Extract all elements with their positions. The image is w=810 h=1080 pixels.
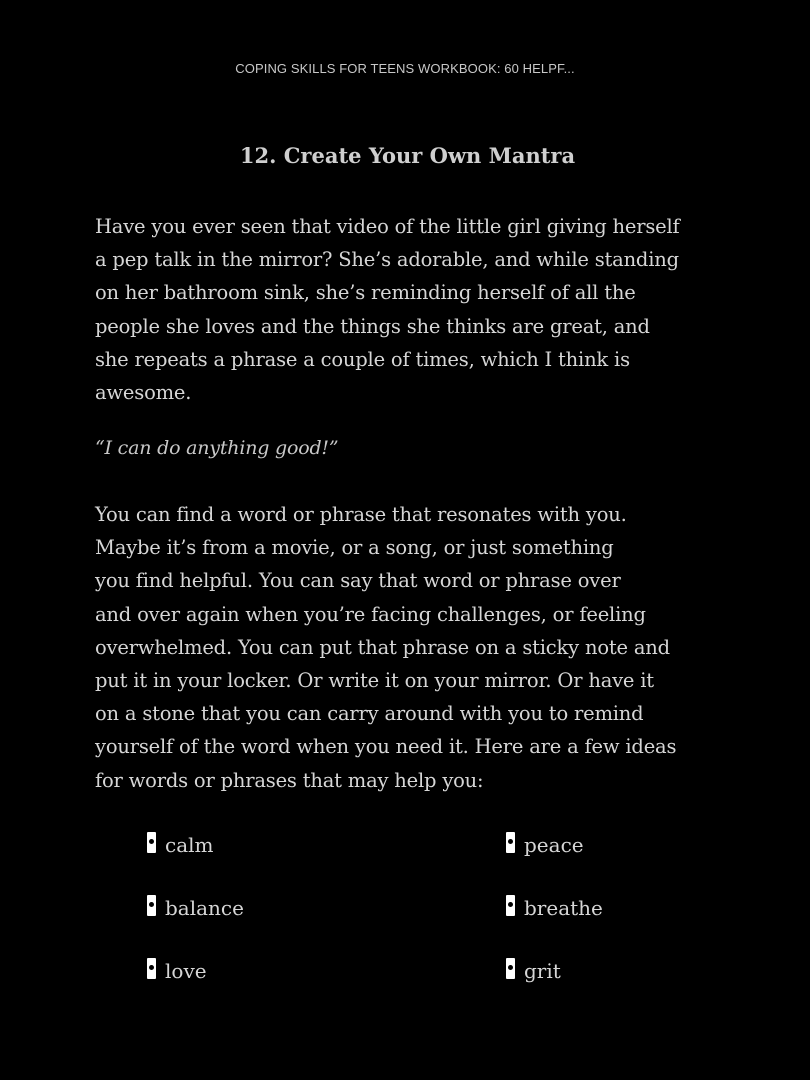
chapter-title: 12. Create Your Own Mantra bbox=[239, 143, 576, 168]
bullet-icon bbox=[147, 832, 156, 853]
quote: “I can do anything good!” bbox=[95, 437, 339, 459]
bullet-icon bbox=[506, 895, 515, 916]
text-line: for words or phrases that may help you: bbox=[95, 768, 484, 792]
list-item-label: peace bbox=[524, 833, 584, 857]
text-line: she repeats a phrase a couple of times, which I think is bbox=[95, 347, 630, 371]
bullet-icon bbox=[147, 958, 156, 979]
text-line: yourself of the word when you need it. Here are a few ideas bbox=[95, 735, 677, 759]
text-line: on her bathroom sink, she’s reminding herself of all the bbox=[95, 281, 636, 305]
list-item bbox=[506, 828, 584, 862]
list-item bbox=[147, 954, 207, 988]
text-line: overwhelmed. You can put that phrase on a sticky note and bbox=[95, 635, 670, 659]
list-item-label: breathe bbox=[524, 896, 603, 920]
list-item-label: love bbox=[165, 959, 207, 983]
text-line: put it in your locker. Or write it on your mirror. Or have it bbox=[95, 669, 654, 693]
list-item bbox=[147, 891, 244, 925]
list-item bbox=[506, 954, 561, 988]
text-line: you find helpful. You can say that word or phrase over bbox=[95, 569, 621, 593]
text-line: Maybe it’s from a movie, or a song, or just something bbox=[95, 536, 614, 560]
text-line: people she loves and the things she thinks are great, and bbox=[95, 314, 650, 338]
word-list bbox=[147, 826, 707, 1026]
text-line: a pep talk in the mirror? She’s adorable, and while standing bbox=[95, 248, 679, 272]
text-line: You can find a word or phrase that resonates with you. bbox=[95, 503, 627, 526]
text-line: awesome. bbox=[95, 381, 192, 405]
running-header: COPING SKILLS FOR TEENS WORKBOOK: 60 HELPF... bbox=[235, 61, 575, 76]
bullet-icon bbox=[147, 895, 156, 916]
list-item bbox=[506, 891, 603, 925]
text-line: and over again when you’re facing challenges, or feeling bbox=[95, 602, 646, 626]
list-item-label: grit bbox=[524, 959, 561, 983]
paragraph-body bbox=[95, 498, 720, 797]
list-item bbox=[147, 828, 214, 862]
text-line: on a stone that you can carry around with you to remind bbox=[95, 702, 644, 726]
text-line: Have you ever seen that video of the little girl giving herself bbox=[95, 215, 680, 238]
list-item-label: calm bbox=[165, 833, 214, 857]
bullet-icon bbox=[506, 958, 515, 979]
paragraph-intro bbox=[95, 210, 720, 409]
bullet-icon bbox=[506, 832, 515, 853]
list-item-label: balance bbox=[165, 896, 244, 920]
